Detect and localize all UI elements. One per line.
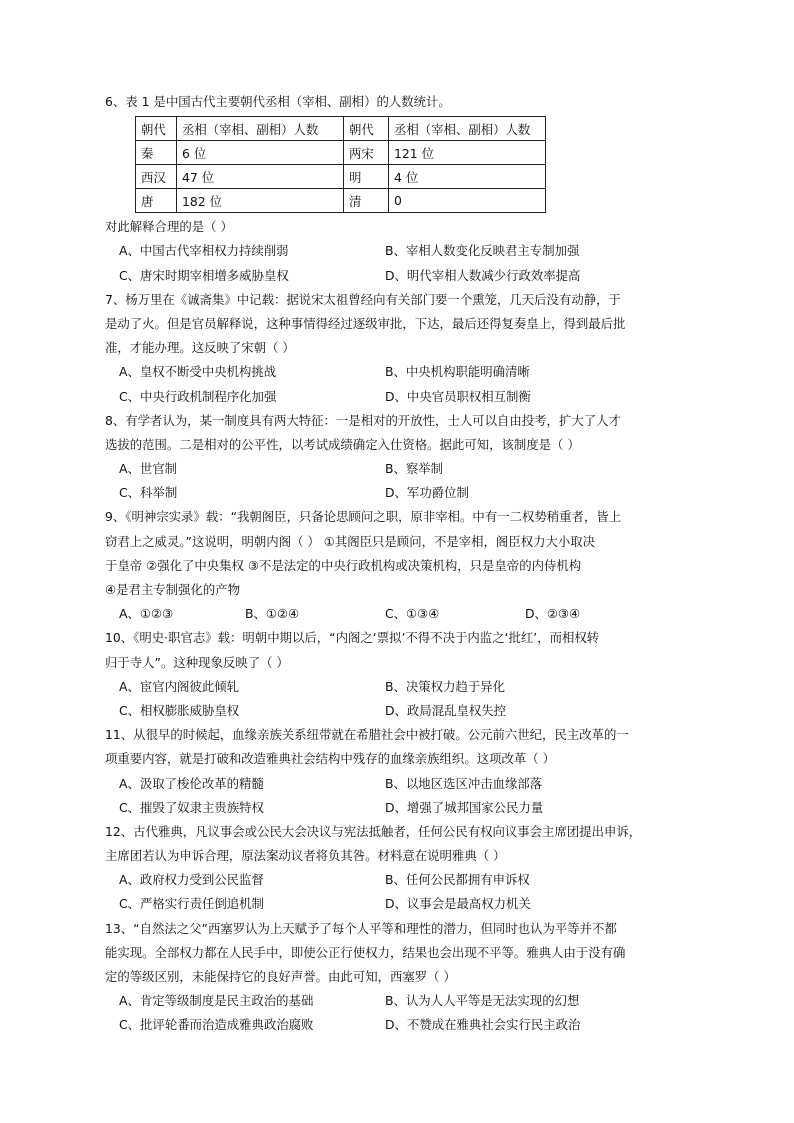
option-c[interactable]: C、严格实行责任倒追机制 [119,896,264,912]
table-cell: 0 [389,189,546,213]
option-c[interactable]: C、科举制 [119,485,178,501]
option-row [105,1013,705,1037]
table-header-cell: 朝代 [136,117,177,141]
option-row [105,264,705,288]
question-9 [105,505,705,626]
question-prompt: 对此解释合理的是（ ） [105,219,233,235]
table-header-cell: 丞相（宰相、副相）人数 [177,117,344,141]
table-header-cell: 丞相（宰相、副相）人数 [389,117,546,141]
option-c[interactable]: C、唐宋时期宰相增多威胁皇权 [119,267,289,283]
option-a[interactable]: A、政府权力受到公民监督 [119,872,264,888]
question-8 [105,409,705,506]
prime-minister-count-table [135,116,546,213]
question-10 [105,626,705,723]
option-d[interactable]: D、增强了城邦国家公民力量 [385,799,544,815]
option-c[interactable]: C、中央行政机制程序化加强 [119,388,277,404]
option-a[interactable]: A、肯定等级制度是民主政治的基础 [119,993,314,1009]
option-row [105,892,705,916]
table-cell: 182 位 [177,189,344,213]
option-b[interactable]: B、任何公民都拥有申诉权 [385,872,530,888]
option-c[interactable]: C、批评轮番而治造成雅典政治腐败 [119,1017,314,1033]
question-text-line: 7、杨万里在《诚斋集》中记载：据说宋太祖曾经向有关部门要一个熏笼，几天后没有动静，于 [105,291,621,307]
question-text-line: 归于寺人”。这种现象反映了（ ） [105,654,289,670]
option-b[interactable]: B、宰相人数变化反映君主专制加强 [385,243,580,259]
option-b[interactable]: B、察举制 [385,461,444,477]
option-a[interactable]: A、中国古代宰相权力持续削弱 [119,243,289,259]
question-text-line: 10、《明史·职官志》载：明朝中期以后，“内阁之‘票拟’不得不决于内监之‘批红’，而相权转 [105,630,600,646]
option-b[interactable]: B、中央机构职能明确清晰 [385,364,530,380]
option-c[interactable]: C、摧毁了奴隶主贵族特权 [119,799,264,815]
question-6 [105,90,705,288]
question-text-line: 9、《明神宗实录》载：“我朝阁臣，只备论思顾问之职，原非宰相。中有一二权势稍重者，皆上 [105,509,622,525]
question-text-line: 11、从很早的时候起，血缘亲族关系纽带就在希腊社会中被打破。公元前六世纪，民主改革的一 [105,727,629,743]
question-text-line: 窃君上之威灵。”这说明，明朝内阁（ ） ①其阁臣只是顾问，不是宰相，阁臣权力大小取决 [105,533,596,549]
option-row [105,868,705,892]
option-row [105,481,705,505]
option-row [105,602,705,626]
question-text-line: 项重要内容，就是打破和改造雅典社会结构中残存的血缘亲族组织。这项改革（ ） [105,751,556,767]
table-cell: 两宋 [344,141,389,165]
table-cell: 47 位 [177,165,344,189]
option-d[interactable]: D、明代宰相人数减少行政效率提高 [385,267,581,283]
question-text-line: 能实现。全部权力都在人民手中，即使公正行使权力，结果也会出现不平等。雅典人由于没有确 [105,944,626,960]
option-row [105,796,705,820]
table-cell: 西汉 [136,165,177,189]
question-text-line: 选拔的范围。二是相对的公平性，以考试成绩确定入仕资格。据此可知，该制度是（ ） [105,436,580,452]
question-text-line: 8、有学者认为，某一制度具有两大特征：一是相对的开放性，士人可以自由投考，扩大了人才 [105,412,621,428]
table-cell: 明 [344,165,389,189]
table-cell: 6 位 [177,141,344,165]
table-cell: 唐 [136,189,177,213]
table-cell: 4 位 [389,165,546,189]
question-text-line: 是动了火。但是官员解释说，这种事情得经过逐级审批，下达，最后还得复奏皇上，得到最后批 [105,315,626,331]
table-header-cell: 朝代 [344,117,389,141]
question-text-line: 主席团若认为申诉合理，原法案动议者将负其咎。材料意在说明雅典（ ） [105,848,506,864]
option-row [105,360,705,384]
option-b[interactable]: B、①②④ [245,606,300,622]
option-b[interactable]: B、认为人人平等是无法实现的幻想 [385,993,580,1009]
question-text-line: 准，才能办理。这反映了宋朝（ ） [105,340,295,356]
question-12 [105,820,705,917]
question-11 [105,723,705,820]
option-a[interactable]: A、世官制 [119,461,178,477]
table-cell: 清 [344,189,389,213]
question-text-line: ④是君主专制强化的产物 [105,582,241,597]
question-7 [105,288,705,409]
table-row [136,189,546,213]
option-a[interactable]: A、汲取了梭伦改革的精髓 [119,775,264,791]
option-a[interactable]: A、①②③ [119,606,174,622]
option-d[interactable]: D、军功爵位制 [385,485,469,501]
option-row [105,385,705,409]
option-c[interactable]: C、相权膨胀威胁皇权 [119,702,240,718]
option-d[interactable]: D、政局混乱皇权失控 [385,702,507,718]
exam-page [105,90,705,1038]
option-d[interactable]: D、②③④ [525,606,581,622]
option-d[interactable]: D、中央官员职权相互制衡 [385,388,531,404]
table-cell: 秦 [136,141,177,165]
option-b[interactable]: B、以地区选区冲击血缘部落 [385,775,543,791]
table-header-row [136,117,546,141]
option-a[interactable]: A、皇权不断受中央机构挑战 [119,364,277,380]
option-row [105,772,705,796]
option-row [105,675,705,699]
question-text-line: 12、古代雅典，凡议事会或公民大会决议与宪法抵触者，任何公民有权向议事会主席团提出申诉， [105,823,642,839]
table-row [136,165,546,189]
option-d[interactable]: D、不赞成在雅典社会实行民主政治 [385,1017,581,1033]
question-text-line: 定的等级区别，未能保持它的良好声誉。由此可知，西塞罗（ ） [105,969,456,984]
table-row [136,141,546,165]
option-row [105,989,705,1013]
option-row [105,457,705,481]
option-c[interactable]: C、①③④ [385,606,440,622]
option-row [105,239,705,263]
question-text-line: 13、“自然法之父”西塞罗认为上天赋予了每个人平等和理性的潜力，但同时也认为平等并不都 [105,920,617,936]
option-d[interactable]: D、议事会是最高权力机关 [385,896,531,912]
option-a[interactable]: A、宦官内阁彼此倾轧 [119,678,239,694]
option-b[interactable]: B、决策权力趋于异化 [385,678,506,694]
question-text-line: 于皇帝 ②强化了中央集权 ③不是法定的中央行政机构或决策机构，只是皇帝的内侍机构 [105,557,582,573]
question-13 [105,917,705,1038]
table-cell: 121 位 [389,141,546,165]
question-stem: 6、表 1 是中国古代主要朝代丞相（宰相、副相）的人数统计。 [105,94,451,109]
option-row [105,699,705,723]
